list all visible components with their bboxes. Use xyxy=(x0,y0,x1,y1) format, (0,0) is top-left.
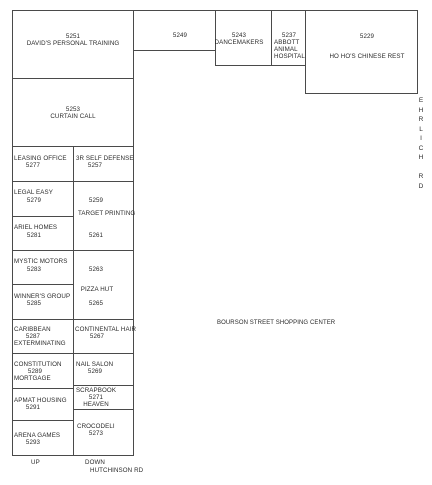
unit-5289-name-line1: CONSTITUTION xyxy=(14,361,62,368)
unit-5287-name-line1: CARIBBEAN xyxy=(14,326,51,333)
ehrlich-letter: H xyxy=(418,106,424,114)
unit-5243-number: 5243 xyxy=(231,32,247,39)
unit-5279-name: LEGAL EASY xyxy=(14,189,53,196)
unit-5253-number: 5253 xyxy=(65,106,81,113)
unit-5261-number: 5261 xyxy=(88,232,104,239)
stairs-down-label: DOWN xyxy=(85,459,105,466)
unit-5283-number: 5283 xyxy=(26,266,42,273)
unit-5289-number: 5289 xyxy=(27,368,43,375)
ehrlich-letter: I xyxy=(420,135,422,142)
unit-5277[interactable] xyxy=(12,146,74,182)
stairs-up-label: UP xyxy=(31,459,40,466)
unit-5291-name: APMAT HOUSING xyxy=(14,397,67,404)
unit-5229-number: 5229 xyxy=(359,33,375,40)
unit-5259-name: TARGET PRINTING xyxy=(78,210,136,217)
unit-5271-number: 5271 xyxy=(88,394,104,401)
unit-5243-name: DANCEMAKERS xyxy=(214,39,264,46)
unit-5277-name: LEASING OFFICE xyxy=(14,155,67,162)
unit-5281[interactable] xyxy=(12,216,74,251)
unit-5285-name: WINNER'S GROUP xyxy=(14,293,71,300)
ehrlich-letter: E xyxy=(418,97,424,104)
ehrlich-letter: R xyxy=(418,173,424,180)
unit-5249[interactable] xyxy=(133,10,216,51)
ehrlich-letter xyxy=(416,163,426,173)
unit-5291-number: 5291 xyxy=(25,404,41,411)
unit-5267-number: 5267 xyxy=(89,333,105,340)
unit-5287-name-line2: EXTERMINATING xyxy=(14,340,66,347)
unit-5267-name: CONTINENTAL HAIR xyxy=(75,326,137,333)
shopping-center-label: BOURSON STREET SHOPPING CENTER xyxy=(217,320,336,326)
unit-5291[interactable] xyxy=(12,388,74,421)
ehrlich-letter: L xyxy=(419,125,423,133)
ehrlich-rd-label xyxy=(416,96,426,191)
unit-5237-number: 5237 xyxy=(281,32,297,39)
unit-5237-name-line3: HOSPITAL xyxy=(274,53,305,60)
unit-5257-name: 3R SELF DEFENSE xyxy=(76,155,134,162)
ehrlich-letter: H xyxy=(418,154,424,161)
ehrlich-letter: C xyxy=(418,144,424,152)
unit-5273[interactable] xyxy=(73,409,134,456)
hutchinson-rd-label: HUTCHINSON RD xyxy=(90,467,144,474)
unit-5253-name: CURTAIN CALL xyxy=(50,113,96,120)
unit-5287-number: 5287 xyxy=(25,333,41,340)
unit-5273-name: CROCODELI xyxy=(77,423,115,430)
unit-5237-name-line2: ANIMAL xyxy=(274,46,298,53)
unit-5263[interactable] xyxy=(73,250,134,320)
unit-5237-name-line1: ABBOTT xyxy=(274,39,300,46)
unit-5293-name: ARENA GAMES xyxy=(14,432,61,439)
unit-5281-number: 5281 xyxy=(26,232,42,239)
unit-5269[interactable] xyxy=(73,353,134,386)
unit-5281-name: ARIEL HOMES xyxy=(14,224,58,231)
unit-5283[interactable] xyxy=(12,250,74,285)
unit-5283-name: MYSTIC MOTORS xyxy=(14,258,68,265)
unit-5285[interactable] xyxy=(12,284,74,320)
unit-5273-number: 5273 xyxy=(88,430,104,437)
unit-5279[interactable] xyxy=(12,181,74,217)
unit-5259-number: 5259 xyxy=(88,197,104,204)
unit-5251-name: DAVID'S PERSONAL TRAINING xyxy=(26,40,120,47)
unit-5229-name: HO HO'S CHINESE REST xyxy=(329,53,405,60)
unit-5229[interactable] xyxy=(305,10,418,94)
unit-5263-number: 5263 xyxy=(88,266,104,273)
unit-5257[interactable] xyxy=(73,146,134,182)
unit-5271-name-line1: SCRAPBOOK xyxy=(75,387,117,394)
unit-5293-number: 5293 xyxy=(25,439,41,446)
ehrlich-letter: D xyxy=(418,182,424,190)
unit-5289[interactable] xyxy=(12,353,74,389)
unit-5271-name-line2: HEAVEN xyxy=(83,401,109,408)
unit-5251-number: 5251 xyxy=(65,33,81,40)
unit-5287[interactable] xyxy=(12,319,74,354)
unit-5279-number: 5279 xyxy=(26,197,42,204)
ehrlich-letter: R xyxy=(418,116,424,123)
unit-5257-number: 5257 xyxy=(87,162,103,169)
unit-5265-name: PIZZA HUT xyxy=(80,286,114,293)
unit-5269-name: NAIL SALON xyxy=(76,361,114,368)
unit-5285-number: 5285 xyxy=(26,300,42,307)
unit-5269-number: 5269 xyxy=(87,368,103,375)
unit-5265-number: 5265 xyxy=(88,300,104,307)
unit-5249-number: 5249 xyxy=(172,32,188,39)
unit-5277-number: 5277 xyxy=(25,162,41,169)
unit-5289-name-line2: MORTGAGE xyxy=(14,375,51,382)
